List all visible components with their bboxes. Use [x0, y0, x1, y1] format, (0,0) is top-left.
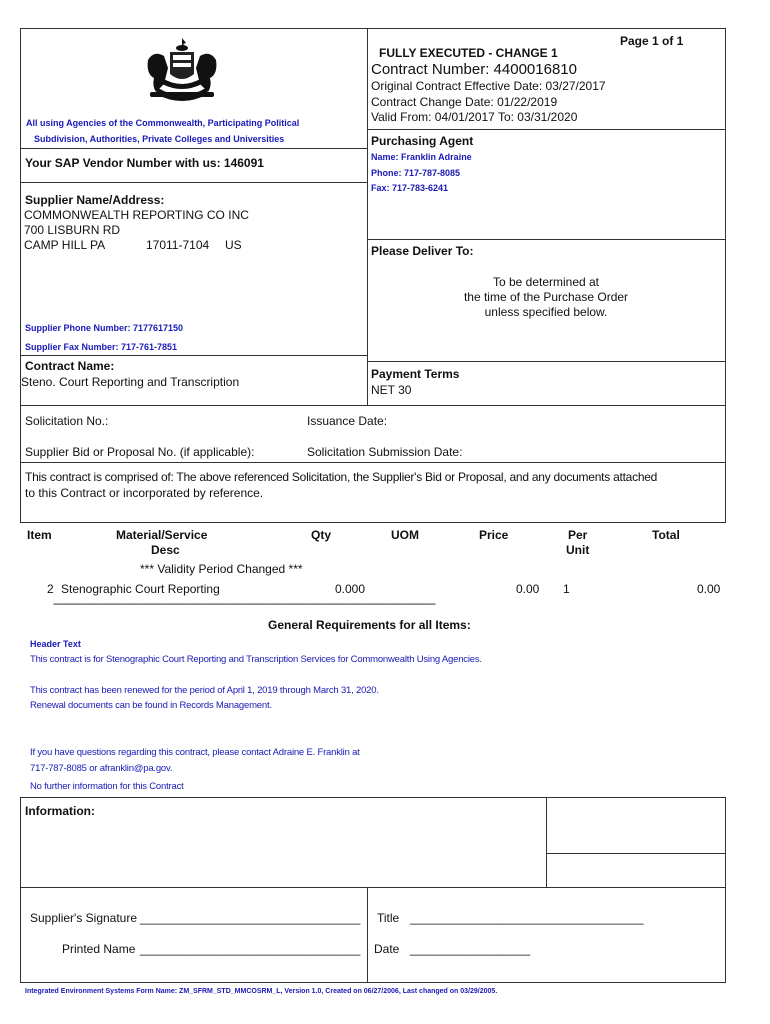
- col-per-2: Unit: [566, 543, 590, 557]
- page-number: Page 1 of 1: [620, 34, 684, 48]
- info-left-border: [20, 797, 21, 983]
- general-p3-line-2: 717-787-8085 or afranklin@pa.gov.: [30, 763, 173, 774]
- rule-above-solicitation: [20, 405, 726, 406]
- supplier-zip: 17011-7104: [146, 238, 210, 252]
- submission-date-label: Solicitation Submission Date:: [307, 445, 463, 459]
- row-price: 0.00: [516, 582, 540, 596]
- supplier-phone: Supplier Phone Number: 7177617150: [25, 323, 184, 333]
- information-heading: Information:: [25, 804, 95, 818]
- general-p2-line-1: This contract has been renewed for the period of April 1, 2019 through March 31, 2020.: [30, 685, 379, 696]
- rule-above-agent: [367, 129, 725, 130]
- col-price: Price: [479, 528, 509, 542]
- row-item: 2: [47, 582, 54, 596]
- agent-name: Name: Franklin Adraine: [371, 152, 472, 162]
- col-material-1: Material/Service: [116, 528, 208, 542]
- supplier-city: CAMP HILL PA: [24, 238, 106, 252]
- row-desc: Stenographic Court Reporting: [61, 582, 220, 596]
- row-per: 1: [563, 582, 570, 596]
- contract-name-value: Steno. Court Reporting and Transcription: [21, 375, 240, 389]
- col-uom: UOM: [391, 528, 419, 542]
- info-divider: [546, 797, 547, 888]
- general-p3-line-1: If you have questions regarding this contract, please contact Adraine E. Franklin at: [30, 747, 360, 758]
- deliver-line-3: unless specified below.: [484, 305, 608, 319]
- comprised-line-1: This contract is comprised of: The above referenced Solicitation, the Supplier's Bid or Proposal, and any documents attached: [25, 470, 658, 484]
- printed-name-line: _________________________________: [140, 942, 361, 956]
- header-text-label: Header Text: [30, 639, 81, 649]
- rule-above-supplier: [20, 182, 367, 183]
- supplier-name: COMMONWEALTH REPORTING CO INC: [24, 208, 249, 222]
- col-material-2: Desc: [151, 543, 180, 557]
- validity-note: *** Validity Period Changed ***: [140, 562, 303, 576]
- middle-divider: [367, 28, 368, 405]
- rule-above-payment: [367, 361, 725, 362]
- supplier-country: US: [225, 238, 242, 252]
- sap-vendor-number: Your SAP Vendor Number with us: 146091: [25, 156, 264, 170]
- contract-status: FULLY EXECUTED - CHANGE 1: [379, 46, 558, 60]
- row-qty: 0.000: [335, 582, 366, 596]
- deliver-to-heading: Please Deliver To:: [371, 244, 474, 258]
- date-label: Date: [374, 942, 400, 956]
- rule-above-contract-name: [20, 355, 367, 356]
- rule-above-sap: [20, 148, 367, 149]
- form-footer: Integrated Environment Systems Form Name: ZM_SFRM_STD_MMCOSRM_L, Version 1.0, Created on 06/27/2006, Last changed on 03/29/2005.: [25, 988, 498, 995]
- deliver-line-1: To be determined at: [492, 275, 600, 289]
- dash-separator: -----------------------------------------------------------------------------------------------------------------------------------------------------: [53, 598, 435, 610]
- info-inner-rule: [546, 853, 726, 854]
- left-border: [20, 28, 21, 522]
- general-p1: This contract is for Stenographic Court Reporting and Transcription Services for Commonwealth Using Agencies.: [30, 654, 482, 665]
- bid-proposal-label: Supplier Bid or Proposal No. (if applicable):: [25, 445, 255, 459]
- supplier-signature-label: Supplier's Signature: [30, 911, 138, 925]
- general-p4: No further information for this Contract: [30, 781, 184, 792]
- agent-fax: Fax: 717-783-6241: [371, 183, 449, 193]
- supplier-signature-line: _________________________________: [140, 911, 361, 925]
- top-border: [20, 28, 726, 29]
- col-item: Item: [27, 528, 52, 542]
- signature-divider: [367, 887, 368, 983]
- payment-terms-heading: Payment Terms: [371, 367, 460, 381]
- printed-name-label: Printed Name: [62, 942, 136, 956]
- solicitation-number-label: Solicitation No.:: [25, 414, 109, 428]
- rule-above-items: [20, 522, 726, 523]
- original-effective-date: Original Contract Effective Date: 03/27/2017: [371, 79, 606, 93]
- supplier-street: 700 LISBURN RD: [24, 223, 121, 237]
- valid-period: Valid From: 04/01/2017 To: 03/31/2020: [371, 110, 578, 124]
- row-total: 0.00: [697, 582, 721, 596]
- purchasing-agent-heading: Purchasing Agent: [371, 134, 474, 148]
- agencies-line-1: All using Agencies of the Commonwealth, Participating Political: [26, 118, 300, 128]
- payment-terms-value: NET 30: [371, 383, 412, 397]
- issuance-date-label: Issuance Date:: [307, 414, 388, 428]
- general-requirements-heading: General Requirements for all Items:: [268, 618, 471, 632]
- col-per-1: Per: [568, 528, 588, 542]
- contract-change-date: Contract Change Date: 01/22/2019: [371, 95, 558, 109]
- comprised-line-2: to this Contract or incorporated by reference.: [25, 486, 264, 500]
- contract-number: Contract Number: 4400016810: [371, 61, 577, 78]
- right-border: [725, 28, 726, 522]
- rule-above-signature: [20, 887, 726, 888]
- info-right-border: [725, 797, 726, 983]
- general-p2-line-2: Renewal documents can be found in Records Management.: [30, 700, 272, 711]
- deliver-line-2: the time of the Purchase Order: [463, 290, 629, 304]
- agencies-line-2: Subdivision, Authorities, Private Colleges and Universities: [34, 134, 285, 144]
- supplier-heading: Supplier Name/Address:: [25, 193, 165, 207]
- col-total: Total: [652, 528, 680, 542]
- agent-phone: Phone: 717-787-8085: [371, 168, 461, 178]
- rule-above-comprised: [20, 462, 726, 463]
- title-line: ___________________________________: [410, 911, 644, 925]
- pennsylvania-coat-of-arms-seal-icon: [140, 36, 224, 104]
- col-qty: Qty: [311, 528, 332, 542]
- rule-above-information: [20, 797, 726, 798]
- supplier-fax: Supplier Fax Number: 717-761-7851: [25, 342, 178, 352]
- contract-name-heading: Contract Name:: [25, 359, 115, 373]
- bottom-border: [20, 982, 726, 983]
- rule-above-deliver: [367, 239, 725, 240]
- title-label: Title: [377, 911, 400, 925]
- date-line: __________________: [410, 942, 531, 956]
